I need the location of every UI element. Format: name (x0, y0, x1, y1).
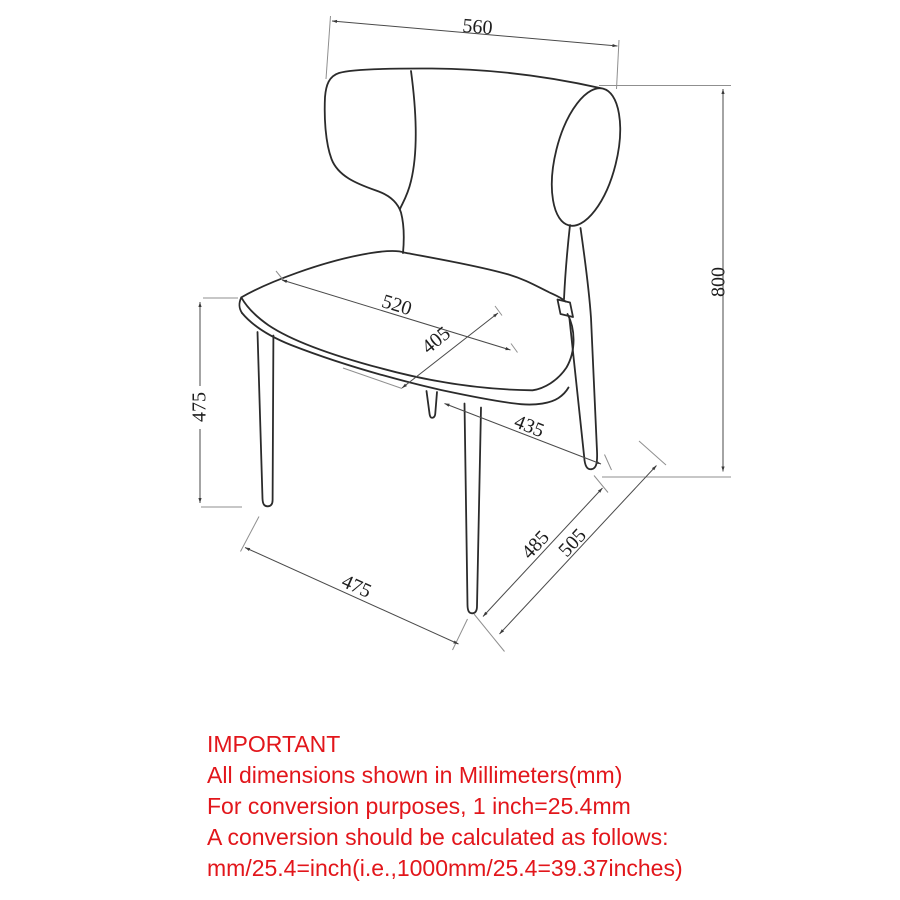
dim-front-leg-spacing-label: 475 (338, 570, 375, 603)
dim-seat-width-label: 520 (379, 290, 415, 321)
chair-backrest-outline (325, 68, 600, 253)
chair-rear-mid-leg (427, 391, 438, 418)
dim-seat-depth (343, 306, 502, 389)
notice-line: A conversion should be calculated as follows: (207, 824, 669, 850)
dim-seat-height (189, 298, 243, 507)
dim-side-leg-spacing-inner-label: 485 (517, 526, 554, 564)
dim-side-leg-spacing-outer-label: 505 (554, 524, 591, 562)
notice-line: For conversion purposes, 1 inch=25.4mm (207, 793, 631, 819)
chair-seat-left-cap (239, 298, 242, 313)
dim-overall-height-label: 800 (707, 267, 730, 297)
dim-seat-width (276, 271, 518, 353)
dim-seat-width-tick-right (511, 344, 518, 353)
dim-front-leg-spacing (241, 517, 468, 651)
dim-seat-depth-label: 405 (417, 322, 455, 359)
chair-wing-panel (539, 81, 632, 233)
chair-front-right-leg (465, 404, 482, 614)
dim-seat-to-rear-leg (445, 404, 612, 471)
dim-side-leg-spacing-inner (483, 476, 608, 617)
chair-front-left-leg (258, 332, 274, 506)
dim-seat-to-rear-leg-label: 435 (511, 410, 548, 443)
dim-back-width (326, 15, 619, 89)
notice-line: mm/25.4=inch(i.e.,1000mm/25.4=39.37inches) (207, 855, 683, 881)
dim-seat-height-label: 475 (188, 392, 211, 422)
notice-line: All dimensions shown in Millimeters(mm) (207, 762, 623, 788)
dim-side-leg-spacing-outer-tick-right (639, 441, 666, 465)
dim-front-leg-spacing-ext-right (453, 619, 468, 650)
dim-back-width-ext-right (617, 40, 620, 89)
chair-rear-frame (564, 225, 570, 299)
chair-backrest-seam (400, 71, 416, 209)
dim-side-leg-spacing-outer (474, 441, 666, 652)
dimension-annotations (189, 15, 732, 652)
notice-block (207, 729, 683, 884)
dim-front-leg-spacing-ext-left (241, 517, 260, 552)
dim-back-width-label: 560 (461, 14, 494, 40)
dim-seat-depth-line (402, 313, 498, 388)
chair-seat-rim (241, 251, 573, 390)
dim-back-width-ext-left (326, 16, 331, 79)
dim-side-leg-spacing-outer-ext-left (474, 614, 505, 652)
notice-title: IMPORTANT (207, 731, 341, 757)
dim-seat-to-rear-leg-tick (605, 455, 612, 471)
